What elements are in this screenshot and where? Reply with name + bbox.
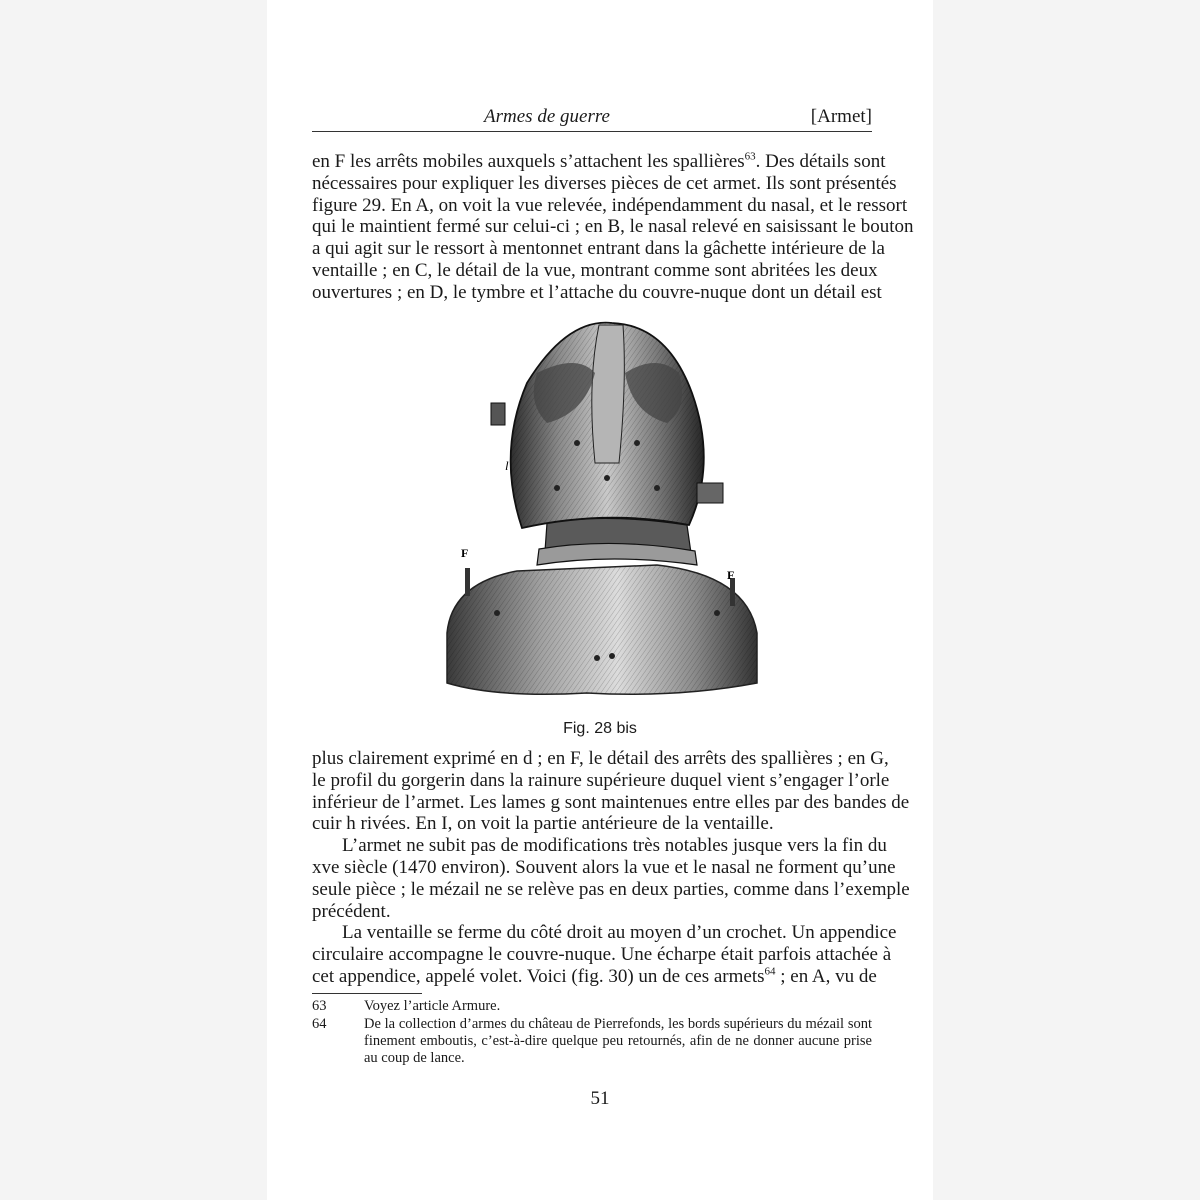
text-line: L’armet ne subit pas de modifications très notables jusque vers la fin du xyxy=(342,835,887,857)
text-line: nécessaires pour expliquer les diverses pièces de cet armet. Ils sont présentés xyxy=(312,172,897,194)
page-number: 51 xyxy=(590,1088,610,1109)
text-line: xve siècle (1470 environ). Souvent alors la vue et le nasal ne forment qu’une xyxy=(312,856,896,878)
footnote-number: 64 xyxy=(312,1016,327,1032)
figure-label-F-left: F xyxy=(461,546,469,560)
armet-engraving-figure xyxy=(427,313,767,713)
footnote-number: 63 xyxy=(312,998,327,1014)
text-line: La ventaille se ferme du côté droit au moyen d’un crochet. Un appendice xyxy=(342,922,897,944)
running-head-title: Armes de guerre xyxy=(484,106,610,127)
footnotes xyxy=(312,998,872,1068)
text-line: qui le maintient fermé sur celui-ci ; en B, le nasal relevé en saisissant le bouton xyxy=(312,216,914,238)
footnote-63 xyxy=(312,998,872,1015)
text-line: cuir h rivées. En I, on voit la partie antérieure de la ventaille. xyxy=(312,813,774,835)
text-line: ventaille ; en C, le détail de la vue, montrant comme sont abritées les deux xyxy=(312,259,878,281)
footnote-text: Voyez l’article Armure. xyxy=(364,998,501,1014)
text-line: cet appendice, appelé volet. Voici (fig. 30) un de ces armets$^{64}$ ; en A, vu de xyxy=(312,965,877,987)
text-line: en F les arrêts mobiles auxquels s’attachent les spallières$^{63}$. Des détails sont xyxy=(312,150,886,172)
footnote-text: De la collection d’armes du château de Pierrefonds, les bords supérieurs du mézail sont finement emboutis, c’est-à-dire quelque peu retournés, afin de ne donner aucune prise au coup de lance. xyxy=(364,1016,872,1066)
figure-label-F-right: F xyxy=(727,568,735,582)
text-line: a qui agit sur le ressort à mentonnet entrant dans la gâchette intérieure de la xyxy=(312,238,885,260)
text-line: circulaire accompagne le couvre-nuque. Une écharpe était parfois attachée à xyxy=(312,944,892,966)
figure-caption: Fig. 28 bis xyxy=(563,720,637,737)
footnote-rule xyxy=(312,993,422,994)
figure-label-l: l xyxy=(505,458,509,473)
text-line: précédent. xyxy=(312,900,391,922)
text-line: seule pièce ; le mézail ne se relève pas en deux parties, comme dans l’exemple xyxy=(312,878,910,900)
text-line: inférieur de l’armet. Les lames g sont maintenues entre elles par des bandes de xyxy=(312,791,910,813)
footnote-ref-63[interactable]: 63 xyxy=(744,150,756,163)
text-line: figure 29. En A, on voit la vue relevée, indépendamment du nasal, et le ressort xyxy=(312,194,908,216)
text-line: le profil du gorgerin dans la rainure supérieure duquel vient s’engager l’orle xyxy=(312,769,890,791)
running-head-section-tag: [Armet] xyxy=(810,106,872,127)
book-page xyxy=(267,0,933,1200)
footnote-ref-64[interactable]: 64 xyxy=(764,965,776,978)
text-line: plus clairement exprimé en d ; en F, le détail des arrêts des spallières ; en G, xyxy=(312,748,889,769)
footnote-64 xyxy=(312,1016,872,1067)
header-rule xyxy=(312,131,872,132)
running-head xyxy=(312,104,872,132)
paragraph-1 xyxy=(312,150,914,304)
text-line: ouvertures ; en D, le tymbre et l’attache du couvre-nuque dont un détail est xyxy=(312,281,882,303)
paragraph-2-to-4 xyxy=(312,748,910,988)
